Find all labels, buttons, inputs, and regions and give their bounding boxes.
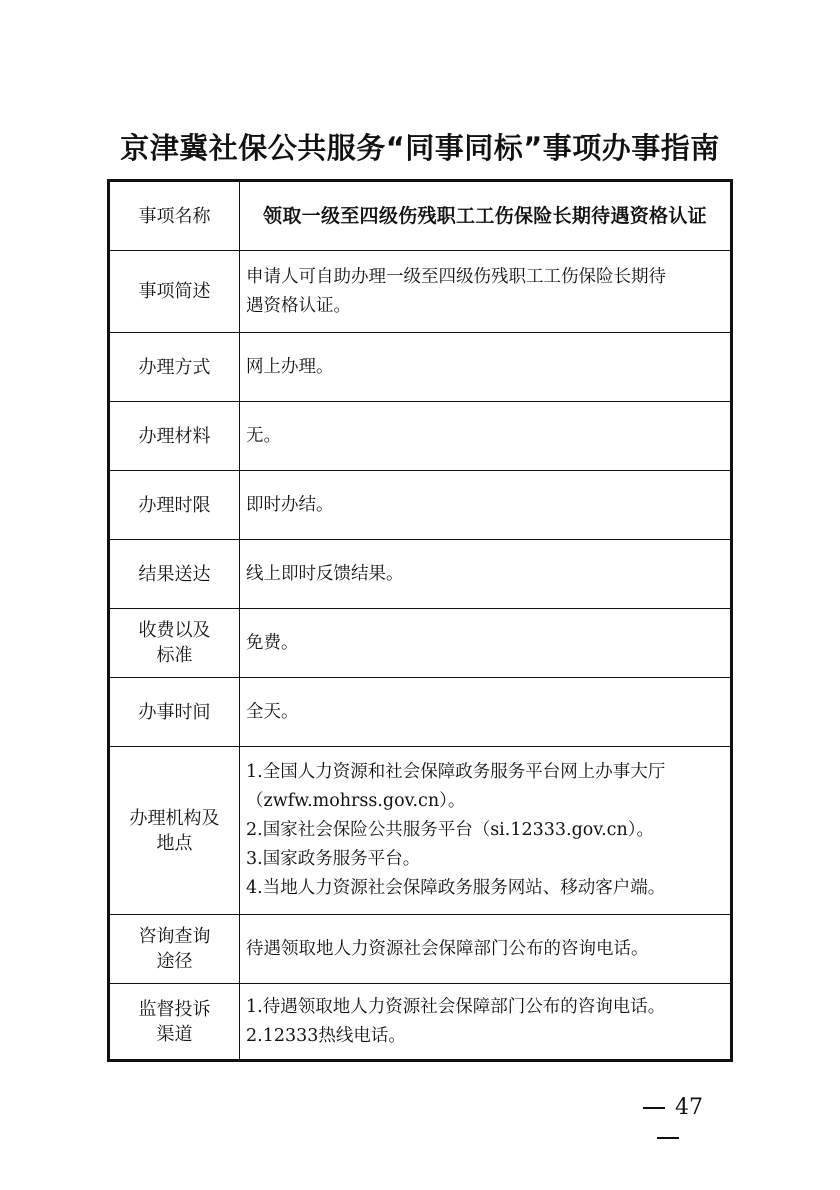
row-label: 结果送达 — [109, 540, 240, 609]
label-line: 地点 — [156, 832, 193, 854]
service-guide-table — [107, 179, 733, 1062]
row-label — [109, 747, 240, 915]
label-line: 途径 — [156, 951, 193, 972]
row-value: 免费。 — [240, 609, 732, 678]
table-row — [109, 678, 732, 747]
row-label — [109, 915, 240, 984]
value-line: 申请人可自助办理一级至四级伤残职工工伤保险长期待 — [246, 266, 666, 287]
table-row — [109, 251, 732, 333]
row-label: 事项简述 — [109, 251, 240, 333]
row-value: 无。 — [240, 402, 732, 471]
page-number-dash — [657, 1137, 679, 1139]
table-row — [109, 540, 732, 609]
row-label: 办理方式 — [109, 333, 240, 402]
row-value — [240, 747, 732, 915]
row-value — [240, 251, 732, 333]
value-line: 遇资格认证。 — [246, 295, 351, 316]
page-number-dash — [643, 1107, 665, 1109]
value-line: 2.国家社会保险公共服务平台（si.12333.gov.cn）。 — [246, 820, 655, 840]
label-line: 收费以及 — [138, 620, 211, 641]
row-label — [109, 984, 240, 1061]
label-line: 办理机构及 — [129, 807, 220, 829]
table-row — [109, 181, 732, 251]
value-line: 1.待遇领取地人力资源社会保障部门公布的咨询电话。 — [246, 996, 666, 1017]
table-row — [109, 915, 732, 984]
value-line: 3.国家政务服务平台。 — [246, 849, 421, 869]
page-title: 京津冀社保公共服务“同事同标”事项办事指南 — [120, 131, 720, 165]
page-number — [618, 1093, 718, 1153]
label-line: 标准 — [156, 645, 193, 666]
table-row — [109, 984, 732, 1061]
value-line: 2.12333热线电话。 — [246, 1025, 406, 1046]
row-value: 即时办结。 — [240, 471, 732, 540]
row-label — [109, 609, 240, 678]
row-value: 线上即时反馈结果。 — [240, 540, 732, 609]
table-row — [109, 747, 732, 915]
value-line: （zwfw.mohrss.gov.cn）。 — [246, 791, 466, 811]
row-label: 办理时限 — [109, 471, 240, 540]
row-value: 待遇领取地人力资源社会保障部门公布的咨询电话。 — [240, 915, 732, 984]
row-label: 办理材料 — [109, 402, 240, 471]
row-value — [240, 984, 732, 1061]
value-line: 4.当地人力资源社会保障政务服务网站、移动客户端。 — [246, 878, 666, 898]
table-row — [109, 402, 732, 471]
row-value: 网上办理。 — [240, 333, 732, 402]
table-row — [109, 471, 732, 540]
label-line: 咨询查询 — [138, 926, 211, 947]
item-name-value: 领取一级至四级伤残职工工伤保险长期待遇资格认证 — [240, 181, 732, 251]
page-number-value: 47 — [675, 1095, 703, 1120]
row-value: 全天。 — [240, 678, 732, 747]
label-line: 监督投诉 — [138, 998, 211, 1020]
label-line: 渠道 — [156, 1023, 193, 1045]
table-row — [109, 609, 732, 678]
row-label: 办事时间 — [109, 678, 240, 747]
table-row — [109, 333, 732, 402]
value-line: 1.全国人力资源和社会保障政务服务平台网上办事大厅 — [246, 762, 666, 782]
row-label: 事项名称 — [109, 181, 240, 251]
